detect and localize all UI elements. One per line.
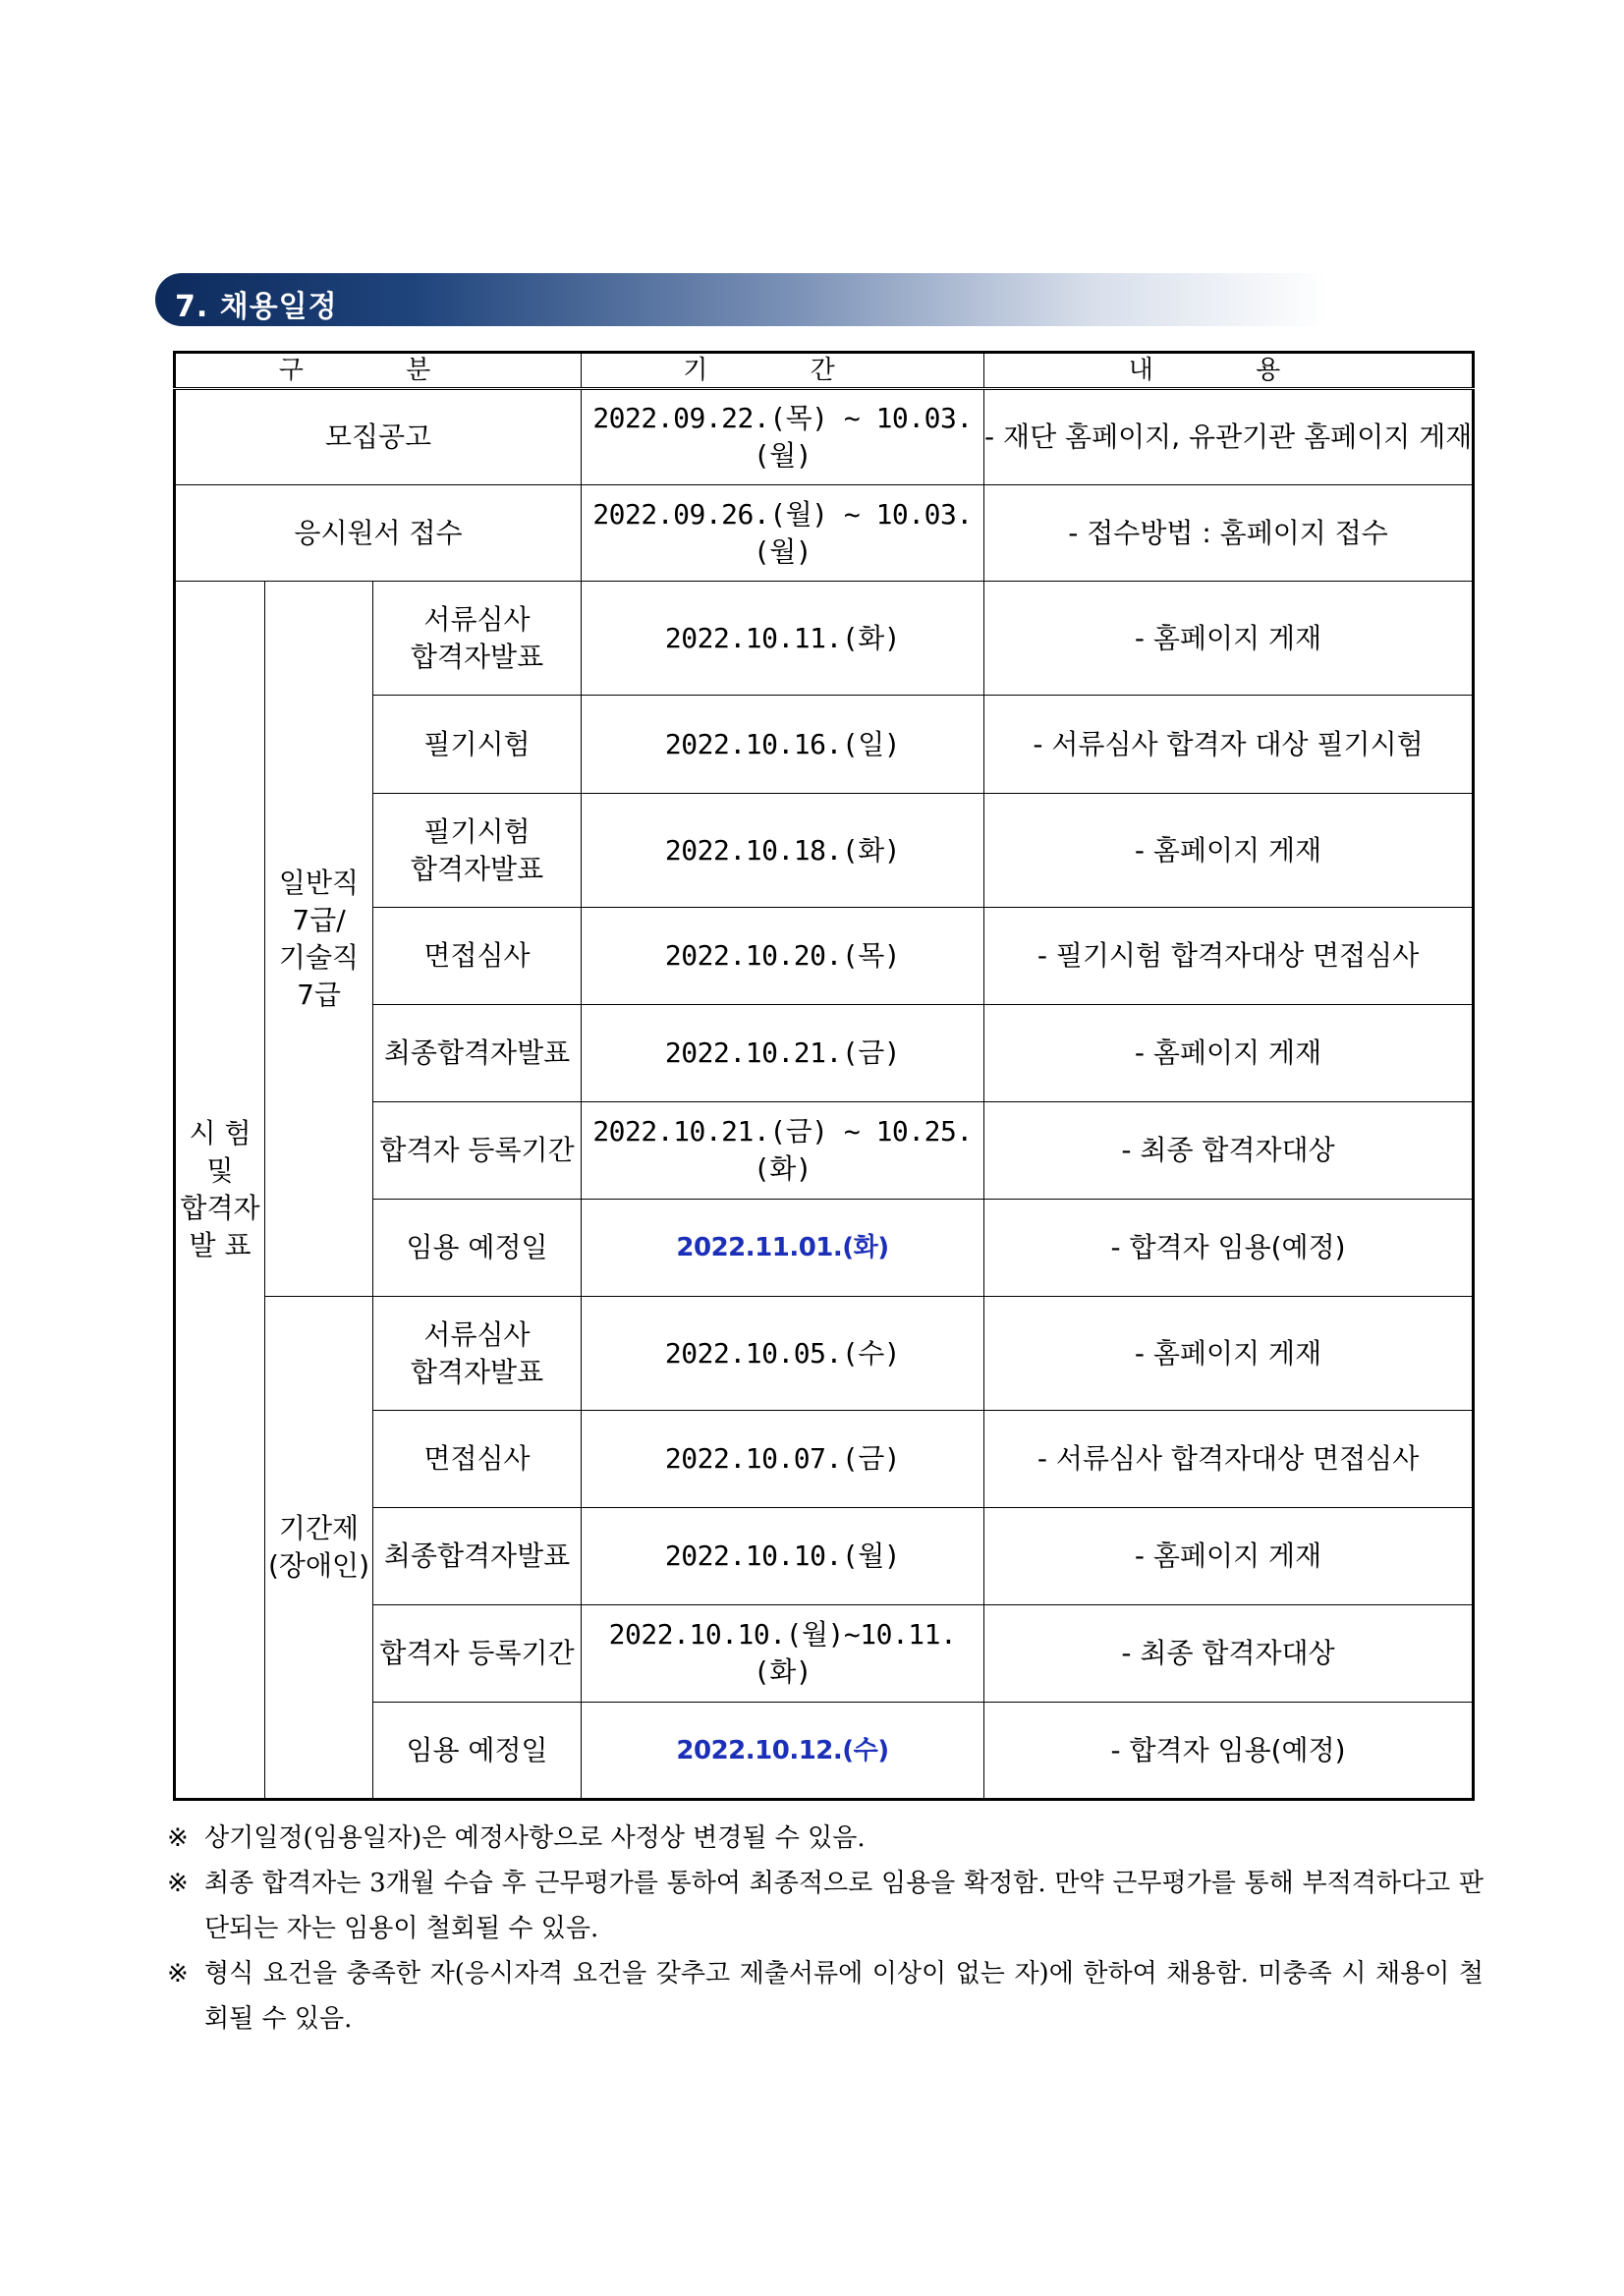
table-header-row [175, 353, 1474, 389]
header-category: 구 분 [175, 353, 582, 389]
content-cell: - 최종 합격자대상 [984, 1102, 1474, 1200]
stage-label: 최종합격자발표 [373, 1508, 582, 1605]
recruitment-schedule-table [173, 351, 1475, 1801]
stage-label: 면접심사 [373, 908, 582, 1005]
stage-label: 필기시험 합격자발표 [373, 794, 582, 908]
period-cell: 2022.10.16.(일) [582, 696, 984, 794]
content-cell: - 홈페이지 게재 [984, 1508, 1474, 1605]
stage-label: 모집공고 [175, 389, 582, 485]
content-cell: - 최종 합격자대상 [984, 1605, 1474, 1703]
content-cell: - 합격자 임용(예정) [984, 1200, 1474, 1297]
appointment-date-cell: 2022.11.01.(화) [582, 1200, 984, 1297]
period-cell: 2022.10.11.(화) [582, 582, 984, 696]
content-cell: - 홈페이지 게재 [984, 1005, 1474, 1102]
stage-label: 서류심사 합격자발표 [373, 1297, 582, 1411]
note-text: 최종 합격자는 3개월 수습 후 근무평가를 통하여 최종적으로 임용을 확정함. 만약 근무평가를 통해 부적격하다고 판단되는 자는 임용이 철회될 수 있음. [204, 1869, 1484, 1943]
stage-label: 합격자 등록기간 [373, 1102, 582, 1200]
period-cell: 2022.10.21.(금) ~ 10.25.(화) [582, 1102, 984, 1200]
notes-section [167, 1816, 1484, 2042]
note-item [167, 1951, 1484, 2042]
table-row [175, 485, 1474, 582]
stage-label: 최종합격자발표 [373, 1005, 582, 1102]
reference-mark-icon: ※ [167, 1869, 189, 1898]
stage-label: 서류심사 합격자발표 [373, 582, 582, 696]
reference-mark-icon: ※ [167, 1959, 189, 1988]
content-cell: - 필기시험 합격자대상 면접심사 [984, 908, 1474, 1005]
header-content: 내 용 [984, 353, 1474, 389]
content-cell: - 홈페이지 게재 [984, 582, 1474, 696]
table-row [175, 1297, 1474, 1411]
stage-label: 임용 예정일 [373, 1200, 582, 1297]
period-cell: 2022.10.18.(화) [582, 794, 984, 908]
note-item [167, 1816, 1484, 1861]
period-cell: 2022.10.07.(금) [582, 1411, 984, 1508]
header-period: 기 간 [582, 353, 984, 389]
period-cell: 2022.09.22.(목) ~ 10.03.(월) [582, 389, 984, 485]
period-cell: 2022.10.10.(월) [582, 1508, 984, 1605]
section-title: 7. 채용일정 [175, 290, 338, 324]
content-cell: - 서류심사 합격자대상 면접심사 [984, 1411, 1474, 1508]
content-cell: - 홈페이지 게재 [984, 794, 1474, 908]
group-label-exam-announcement: 시 험 및 합격자 발 표 [175, 582, 265, 1800]
period-cell: 2022.10.10.(월)~10.11.(화) [582, 1605, 984, 1703]
table-row [175, 389, 1474, 485]
appointment-date-cell: 2022.10.12.(수) [582, 1703, 984, 1800]
content-cell: - 홈페이지 게재 [984, 1297, 1474, 1411]
note-item [167, 1861, 1484, 1951]
group-label-contract: 기간제 (장애인) [265, 1297, 373, 1800]
period-cell: 2022.10.20.(목) [582, 908, 984, 1005]
stage-label: 면접심사 [373, 1411, 582, 1508]
stage-label: 필기시험 [373, 696, 582, 794]
period-cell: 2022.09.26.(월) ~ 10.03.(월) [582, 485, 984, 582]
table-row [175, 582, 1474, 696]
reference-mark-icon: ※ [167, 1823, 189, 1853]
section-header-bar [155, 273, 1328, 326]
stage-label: 합격자 등록기간 [373, 1605, 582, 1703]
content-cell: - 서류심사 합격자 대상 필기시험 [984, 696, 1474, 794]
content-cell: - 합격자 임용(예정) [984, 1703, 1474, 1800]
content-cell: - 접수방법 : 홈페이지 접수 [984, 485, 1474, 582]
group-label-general: 일반직 7급/ 기술직 7급 [265, 582, 373, 1297]
note-text: 상기일정(임용일자)은 예정사항으로 사정상 변경될 수 있음. [204, 1823, 866, 1853]
period-cell: 2022.10.21.(금) [582, 1005, 984, 1102]
stage-label: 임용 예정일 [373, 1703, 582, 1800]
period-cell: 2022.10.05.(수) [582, 1297, 984, 1411]
stage-label: 응시원서 접수 [175, 485, 582, 582]
note-text: 형식 요건을 충족한 자(응시자격 요건을 갖추고 제출서류에 이상이 없는 자)에 한하여 채용함. 미충족 시 채용이 철회될 수 있음. [204, 1959, 1484, 2034]
content-cell: - 재단 홈페이지, 유관기관 홈페이지 게재 [984, 389, 1474, 485]
